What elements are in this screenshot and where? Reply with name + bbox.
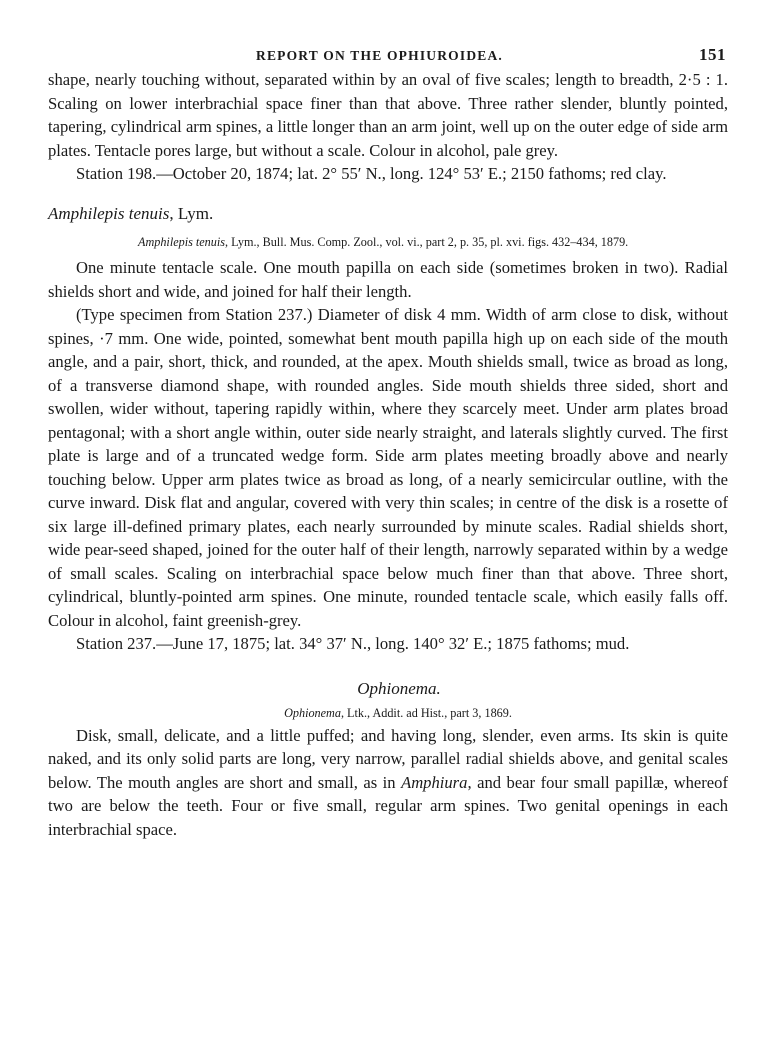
running-title: REPORT ON THE OPHIUROIDEA. <box>256 48 504 63</box>
continued-paragraph: shape, nearly touching without, separated within by an oval of five scales; length to breadth, 2·5 : 1. Scaling on lower interbrachial space finer than that above. Three rather slender, bluntly pointed, tapering, cylindrical arm spines, a little longer than an arm joint, well up on the outer edge of side arm plates. Tentacle pores large, but without a scale. Colour in alcohol, pale grey. <box>48 70 728 160</box>
running-head <box>48 40 728 68</box>
genus-citation <box>48 704 728 722</box>
station-198-paragraph: Station 198.—October 20, 1874; lat. 2° 55′ N., long. 124° 53′ E.; 2150 fathoms; red clay. <box>76 164 667 183</box>
species-summary-paragraph: One minute tentacle scale. One mouth papilla on each side (sometimes broken in two). Radial shields short and wide, and joined for half their length. <box>48 258 728 301</box>
species-citation <box>138 234 728 251</box>
page <box>48 40 728 841</box>
genus-description-start: Disk, small, delicate, and a little puffed; and having long, slender, even arms. Its skin is quite naked, and its only solid parts are long, very narrow, parallel radial shields above, and genital scales below. The mouth angles are short and small, as in <box>48 725 728 792</box>
species-citation-name: Amphilepis tenuis <box>138 234 225 249</box>
page-number: 151 <box>699 45 726 64</box>
genus-citation-text: , Ltk., Addit. ad Hist., part 3, 1869. <box>340 705 512 720</box>
genus-description-end: , and bear four small papillæ, whereof two are below the teeth. Four or five small, regular arm spines. Two genital openings in each interbrachial space. <box>48 772 729 839</box>
genus-description-italic: Amphiura <box>401 772 468 792</box>
genus-heading: Ophionema. <box>357 678 441 698</box>
species-name: Amphilepis tenuis <box>48 203 170 223</box>
genus-description-paragraph <box>48 724 728 842</box>
species-heading <box>48 202 728 226</box>
species-citation-text: , Lym., Bull. Mus. Comp. Zool., vol. vi., part 2, p. 35, pl. xvi. figs. 432–434, 1879. <box>225 234 629 249</box>
species-authority: , Lym. <box>169 203 214 223</box>
genus-citation-name: Ophionema <box>284 705 341 720</box>
station-237-paragraph: Station 237.—June 17, 1875; lat. 34° 37′ N., long. 140° 32′ E.; 1875 fathoms; mud. <box>76 634 630 653</box>
species-description-paragraph: (Type specimen from Station 237.) Diameter of disk 4 mm. Width of arm close to disk, without spines, ·7 mm. One wide, pointed, somewhat bent mouth papilla high up on each side of the mouth angle, and a pair, short, thick, and rounded, at the apex. Mouth shields small, twice as broad as long, of a transverse diamond shape, with rounded angles. Side mouth shields three sided, short and swollen, wider without, tapering rapidly within, where they scarcely meet. Under arm plates broad pentagonal; with a short angle within, outer side nearly straight, and laterals slightly curved. The first plate is large and of a truncated wedge form. Side arm plates meeting broadly above and nearly touching below. Upper arm plates twice as broad as long, of a nearly semicircular outline, with the curve inward. Disk flat and angular, covered with very thin scales; in centre of the disk is a rosette of six large ill-defined primary plates, each nearly surrounded by minute scales. Radial shields short, wide pear-seed shaped, joined for the outer half of their length, narrowly separated within by a wedge of small scales. Scaling on interbrachial space below much finer than that above. Three short, cylindrical, bluntly-pointed arm spines. One minute, rounded tentacle scale, which easily falls off. Colour in alcohol, faint greenish-grey. <box>48 305 728 630</box>
